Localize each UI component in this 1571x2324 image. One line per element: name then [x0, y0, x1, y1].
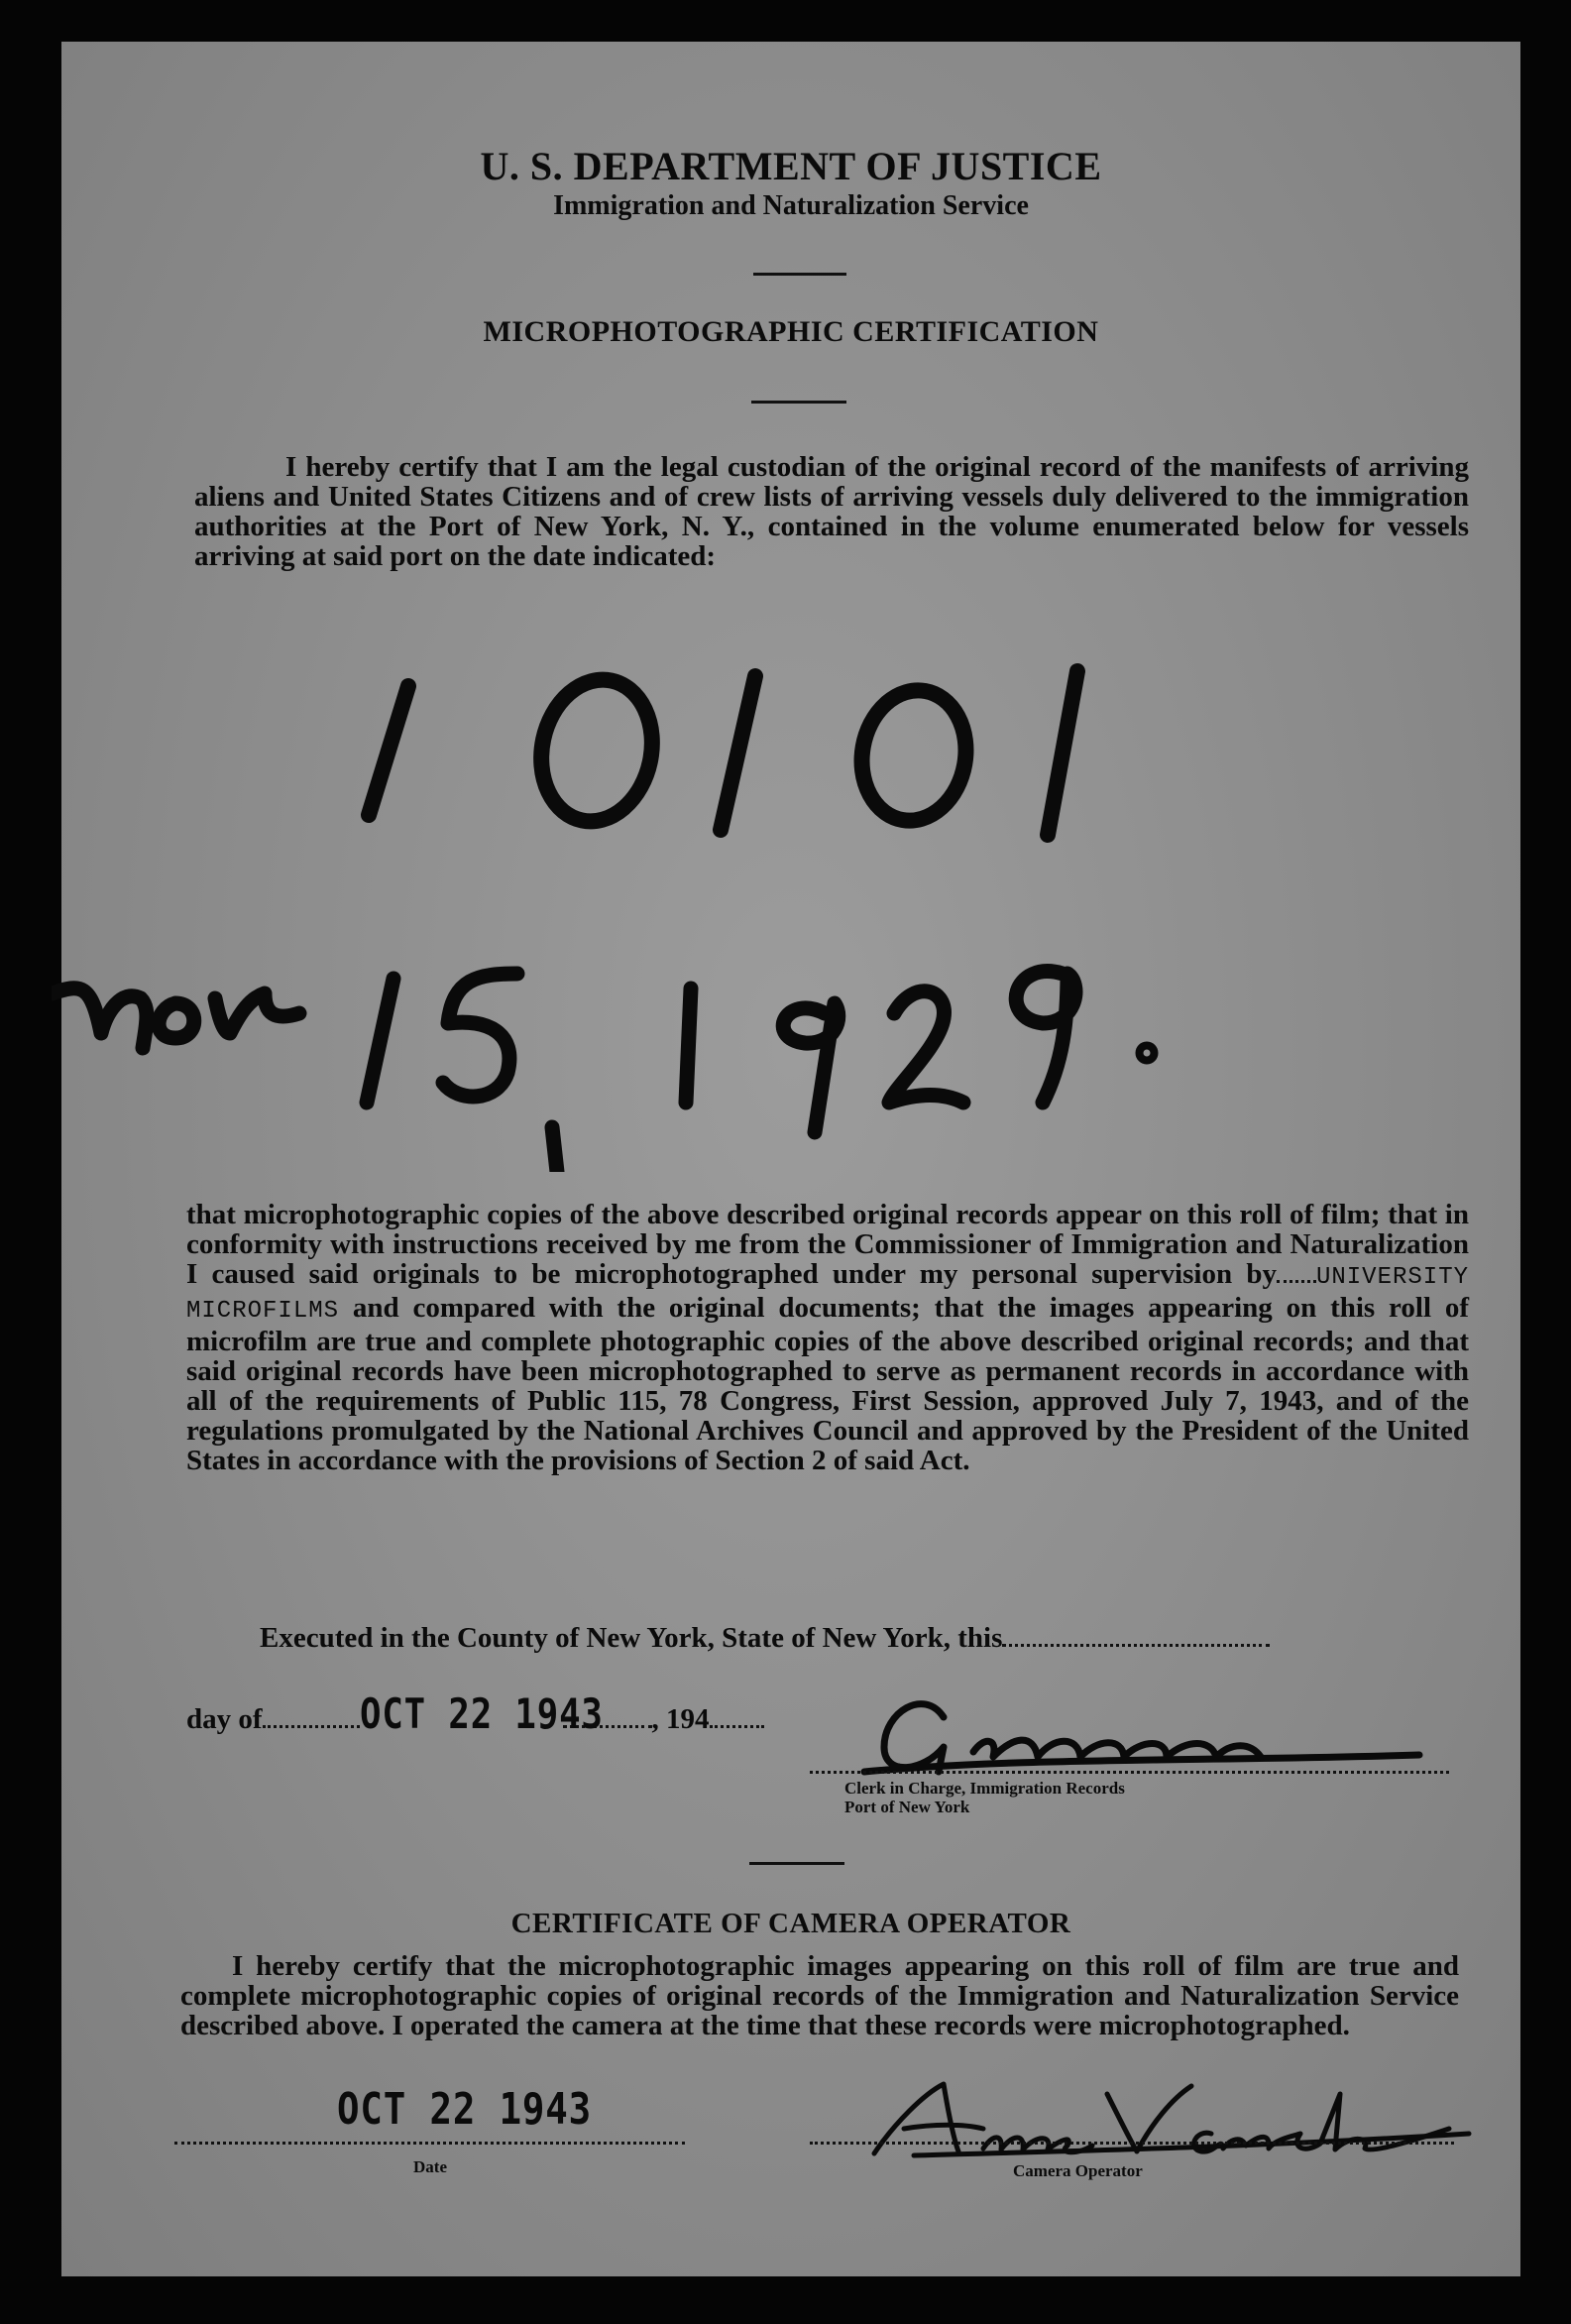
camera-paragraph: I hereby certify that the microphotographic images appearing on this roll of film are true and complete microphotographic copies of original records of the Immigration and Naturalization Service described above. I operated the camera at the time that these records were microphotographed.: [180, 1950, 1459, 2041]
header-divider: [753, 273, 846, 276]
year-dots: [710, 1725, 764, 1728]
camera-section-title: CERTIFICATE OF CAMERA OPERATOR: [510, 1908, 1071, 1939]
body-paragraph-part1: that microphotographic copies of the above described original records appear on this roll of film; that in conformity with instructions received by me from the Commissioner of Immigration and Naturalization I caused said originals to be microphotographed under my personal supervision by: [186, 1199, 1469, 1290]
clerk-title-line2: Port of New York: [844, 1798, 970, 1816]
year-prefix: , 194: [651, 1703, 710, 1735]
certification-title: MICROPHOTOGRAPHIC CERTIFICATION: [483, 315, 1099, 348]
camera-operator-signature: [854, 2074, 1489, 2163]
handwritten-arrival-date: [52, 914, 1459, 1172]
execution-line: [260, 1622, 1270, 1655]
day-of-label: day of: [186, 1703, 263, 1735]
camera-stamped-date: OCT 22 1943: [337, 2084, 593, 2135]
execution-day-dots: [1002, 1644, 1270, 1647]
department-heading: U. S. DEPARTMENT OF JUSTICE: [480, 144, 1102, 188]
execution-text: Executed in the County of New York, State of New York, this: [260, 1622, 1003, 1654]
certificate-page: [61, 42, 1520, 2276]
day-of-line: [186, 1689, 764, 1738]
day-of-dots-left: [263, 1725, 360, 1728]
handwritten-volume-number: [339, 646, 1231, 874]
date-line: [174, 2142, 685, 2145]
operator-label: Camera Operator: [1013, 2161, 1143, 2180]
microfilmer-name: UNIVERSITY MICROFILMS: [186, 1264, 1469, 1325]
body-paragraph-part2: and compared with the original documents; that the images appearing on this roll of microfilm are true and complete photographic copies of the above described original records; and that said original records have been microphotographed to serve as permanent records in accordance with all of the requirements of Public 115, 78 Congress, First Session, approved July 7, 1943, and of the regulations promulgated by the National Archives Council and approved by the President of the United States in accordance with the provisions of Section 2 of said Act.: [186, 1292, 1470, 1476]
microfilmer-dots: [1277, 1280, 1316, 1283]
intro-paragraph: I hereby certify that I am the legal custodian of the original record of the manifests of arriving aliens and United States Citizens and of crew lists of arriving vessels duly delivered to the immigration authorities at the Port of New York, N. Y., contained in the volume enumerated below for vessels arriving at said port on the date indicated:: [194, 451, 1469, 572]
body-paragraph: [186, 1200, 1469, 1475]
clerk-title: [844, 1779, 1261, 1816]
clerk-signature-line: [810, 1771, 1449, 1774]
camera-section-divider: [749, 1862, 844, 1865]
service-subheading: Immigration and Naturalization Service: [553, 190, 1029, 221]
execution-stamped-date: OCT 22 1943: [359, 1689, 604, 1738]
operator-line: [810, 2142, 1454, 2145]
date-label: Date: [413, 2157, 447, 2176]
clerk-title-line1: Clerk in Charge, Immigration Records: [844, 1779, 1125, 1798]
title-divider: [751, 401, 846, 404]
